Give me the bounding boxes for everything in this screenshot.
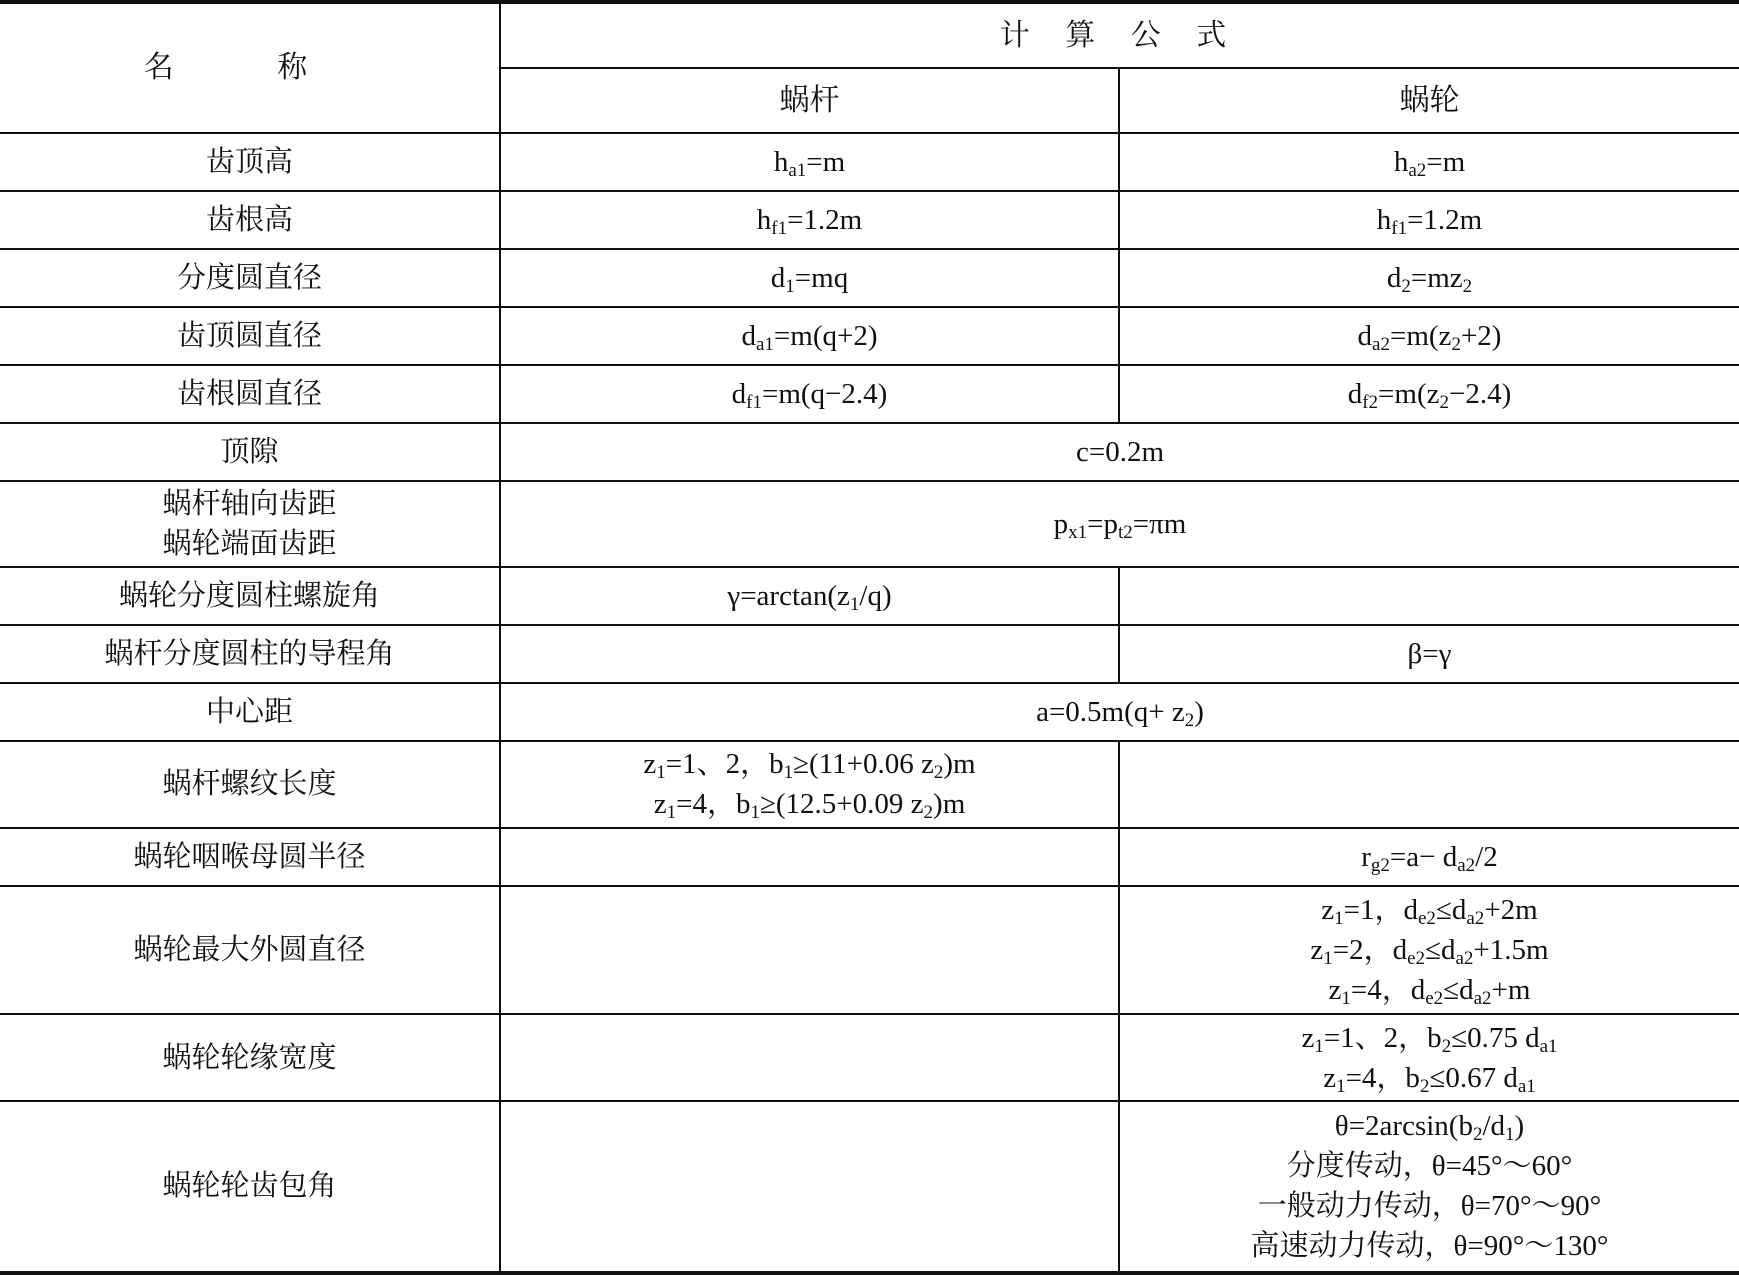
formula-line bbox=[1124, 258, 1735, 298]
row-name-cell bbox=[0, 133, 500, 191]
row-name-label: 齿根高 bbox=[205, 203, 293, 236]
table-row bbox=[0, 365, 1739, 423]
formula-text: z bbox=[1310, 934, 1324, 967]
formula-text: =m bbox=[806, 145, 846, 178]
row-name-label: 分度圆直径 bbox=[176, 261, 322, 294]
formula-text: c=0.2m bbox=[1075, 435, 1165, 468]
formula-line bbox=[505, 504, 1735, 544]
formula-text: =m(z bbox=[1389, 319, 1452, 352]
formula-text: γ=arctan(z bbox=[727, 580, 850, 613]
formula-subscript: f2 bbox=[1362, 391, 1379, 413]
table-row bbox=[0, 191, 1739, 249]
formula-text: =m bbox=[1426, 145, 1466, 178]
formula-text: =4，b bbox=[1345, 1061, 1420, 1094]
worm-formula-cell bbox=[500, 1101, 1119, 1273]
formula-text: =1、2，b bbox=[1323, 1021, 1442, 1054]
formula-text: z bbox=[1321, 894, 1335, 927]
worm-formula-cell bbox=[500, 365, 1119, 423]
formula-text: =4，d bbox=[1350, 974, 1426, 1007]
formula-subscript: 1 bbox=[1334, 908, 1344, 930]
table-row bbox=[0, 625, 1739, 683]
formula-subscript: f1 bbox=[746, 391, 762, 413]
formula-subscript: a2 bbox=[1457, 854, 1476, 876]
row-name-cell bbox=[0, 886, 500, 1015]
wheel-formula-cell bbox=[1119, 133, 1739, 191]
formula-subscript: 2 bbox=[1401, 275, 1411, 297]
formula-subscript: e2 bbox=[1407, 948, 1426, 970]
formula-text: ) bbox=[1194, 696, 1204, 729]
formula-text: a=0.5m(q+ z bbox=[1036, 696, 1185, 729]
formula-text: =1、2，b bbox=[665, 748, 784, 781]
formula-subscript: 2 bbox=[1441, 1035, 1452, 1057]
formula-text: =mz bbox=[1410, 261, 1463, 294]
formula-subscript: f1 bbox=[1391, 217, 1408, 239]
formula-line bbox=[505, 142, 1114, 182]
formula-text: ≤d bbox=[1435, 894, 1467, 927]
formula-line bbox=[1124, 634, 1735, 674]
formula-text: +2m bbox=[1484, 894, 1538, 927]
header-formula-group: 计 算 公 式 bbox=[500, 2, 1739, 68]
row-name-cell bbox=[0, 481, 500, 567]
formula-text: z bbox=[1301, 1021, 1315, 1054]
row-name-cell bbox=[0, 249, 500, 307]
shared-formula-cell bbox=[500, 423, 1739, 481]
wheel-formula-cell bbox=[1119, 625, 1739, 683]
wheel-formula-cell bbox=[1119, 567, 1739, 625]
shared-formula-cell bbox=[500, 481, 1739, 567]
formula-text: 高速动力传动，θ=90°～130° bbox=[1250, 1230, 1609, 1263]
formula-text: p bbox=[1053, 508, 1069, 540]
row-name-cell bbox=[0, 307, 500, 365]
header-worm: 蜗杆 bbox=[500, 68, 1119, 132]
formula-subscript: 1 bbox=[750, 802, 760, 824]
worm-formula-cell bbox=[500, 741, 1119, 827]
formula-text: r bbox=[1361, 840, 1371, 873]
row-name-label: 蜗轮端面齿距 bbox=[162, 528, 337, 560]
formula-text: h bbox=[1376, 203, 1392, 236]
formula-subscript: 2 bbox=[1462, 275, 1473, 297]
formula-text: z bbox=[653, 788, 667, 821]
row-name-cell bbox=[0, 365, 500, 423]
formula-subscript: a2 bbox=[1466, 908, 1485, 930]
formula-line bbox=[1124, 970, 1735, 1010]
worm-formula-cell bbox=[500, 191, 1119, 249]
header-wheel: 蜗轮 bbox=[1119, 68, 1739, 132]
wheel-formula-cell bbox=[1119, 828, 1739, 886]
formula-line bbox=[505, 744, 1114, 784]
formula-text: =2，d bbox=[1332, 934, 1408, 967]
table-row bbox=[0, 307, 1739, 365]
formula-subscript: a2 bbox=[1473, 988, 1492, 1010]
wheel-formula-cell bbox=[1119, 741, 1739, 827]
formula-line bbox=[1124, 200, 1735, 240]
row-name-label: 蜗轮分度圆柱螺旋角 bbox=[118, 580, 380, 613]
formula-text: ≤d bbox=[1443, 974, 1474, 1007]
formula-text: )m bbox=[943, 748, 976, 781]
worm-formula-cell bbox=[500, 828, 1119, 886]
formula-subscript: 1 bbox=[785, 275, 795, 297]
formula-text: =1.2m bbox=[1407, 203, 1483, 236]
formula-text: =m(z bbox=[1378, 377, 1440, 410]
worm-formula-cell bbox=[500, 133, 1119, 191]
formula-text: =a− d bbox=[1389, 840, 1458, 873]
formula-text: ≤0.75 d bbox=[1451, 1021, 1540, 1054]
formula-text: θ=2arcsin(b bbox=[1334, 1110, 1473, 1143]
row-name-cell bbox=[0, 625, 500, 683]
worm-formula-cell bbox=[500, 249, 1119, 307]
row-name-label: 顶隙 bbox=[220, 435, 279, 468]
formula-subscript: 2 bbox=[923, 802, 934, 824]
header-name-column: 名 称 bbox=[0, 2, 500, 133]
worm-formula-cell bbox=[500, 625, 1119, 683]
formula-text: 分度传动，θ=45°～60° bbox=[1286, 1150, 1573, 1183]
wheel-formula-cell bbox=[1119, 191, 1739, 249]
formula-subscript: a2 bbox=[1372, 333, 1390, 355]
formula-line bbox=[1124, 1226, 1735, 1266]
table-row bbox=[0, 249, 1739, 307]
formula-text: ≤d bbox=[1425, 934, 1456, 967]
header-row-1 bbox=[0, 2, 1739, 68]
row-name-cell bbox=[0, 567, 500, 625]
table-row bbox=[0, 423, 1739, 481]
row-name-label: 中心距 bbox=[205, 696, 293, 729]
formula-line bbox=[505, 316, 1114, 356]
formula-subscript: 2 bbox=[933, 762, 944, 784]
wheel-formula-cell bbox=[1119, 1101, 1739, 1273]
formula-line bbox=[1124, 1186, 1735, 1226]
row-name-cell bbox=[0, 741, 500, 827]
formula-line bbox=[505, 258, 1114, 298]
row-name-label: 蜗轮咽喉母圆半径 bbox=[133, 840, 366, 873]
formula-line bbox=[1124, 1106, 1735, 1146]
formula-text: d bbox=[731, 377, 747, 410]
formula-text: /2 bbox=[1475, 840, 1498, 873]
table-row bbox=[0, 481, 1739, 567]
formula-text: d bbox=[770, 261, 786, 294]
formula-text: d bbox=[1357, 319, 1373, 352]
row-name-cell bbox=[0, 191, 500, 249]
table-row bbox=[0, 1014, 1739, 1100]
table-row bbox=[0, 133, 1739, 191]
wheel-formula-cell bbox=[1119, 1014, 1739, 1100]
table-row bbox=[0, 741, 1739, 827]
worm-formula-cell bbox=[500, 307, 1119, 365]
formula-subscript: a1 bbox=[755, 333, 774, 355]
formula-text: =1.2m bbox=[787, 203, 863, 236]
formula-text: )m bbox=[933, 788, 966, 821]
formula-text: z bbox=[643, 748, 657, 781]
formula-subscript: 1 bbox=[1323, 948, 1333, 970]
table-row bbox=[0, 886, 1739, 1015]
formula-subscript: a1 bbox=[1539, 1035, 1558, 1057]
formula-text: d bbox=[741, 319, 756, 352]
formula-text: =1，d bbox=[1343, 894, 1418, 927]
formula-text: ) bbox=[1514, 1110, 1525, 1143]
formula-line bbox=[1124, 890, 1735, 930]
formula-text: +1.5m bbox=[1473, 934, 1549, 967]
formula-subscript: 2 bbox=[1419, 1075, 1430, 1097]
formula-text: 一般动力传动，θ=70°～90° bbox=[1257, 1190, 1602, 1223]
formula-text: =p bbox=[1087, 508, 1118, 540]
formula-subscript: a1 bbox=[1517, 1075, 1536, 1097]
formula-text: ≥(12.5+0.09 z bbox=[759, 788, 924, 821]
formula-subscript: f1 bbox=[771, 217, 788, 239]
row-name-cell bbox=[0, 423, 500, 481]
formula-text: =mq bbox=[794, 261, 849, 294]
formula-subscript: a1 bbox=[788, 159, 807, 181]
formula-line bbox=[505, 200, 1114, 240]
formula-line bbox=[1124, 837, 1735, 877]
wheel-formula-cell bbox=[1119, 249, 1739, 307]
formula-subscript: 2 bbox=[1472, 1124, 1483, 1146]
row-name-label: 齿顶高 bbox=[205, 145, 293, 178]
formula-subscript: x1 bbox=[1068, 522, 1088, 543]
formula-subscript: e2 bbox=[1425, 988, 1444, 1010]
formula-subscript: a2 bbox=[1455, 948, 1474, 970]
formula-text: d bbox=[1347, 377, 1363, 410]
row-name-label: 蜗轮轮齿包角 bbox=[162, 1170, 337, 1203]
formula-text: h bbox=[756, 203, 772, 236]
formula-text: +m bbox=[1491, 974, 1531, 1007]
wheel-formula-cell bbox=[1119, 365, 1739, 423]
formula-text: =m(q+2) bbox=[773, 319, 878, 352]
table-row bbox=[0, 828, 1739, 886]
formula-subscript: 1 bbox=[849, 594, 860, 616]
formula-subscript: 2 bbox=[1451, 333, 1461, 355]
formula-subscript: 2 bbox=[1439, 391, 1449, 413]
formula-subscript: 1 bbox=[1336, 1075, 1346, 1097]
formula-text: β=γ bbox=[1407, 638, 1452, 671]
formula-subscript: 1 bbox=[666, 802, 677, 824]
formula-subscript: a2 bbox=[1408, 159, 1427, 181]
formula-line bbox=[1124, 930, 1735, 970]
shared-formula-cell bbox=[500, 683, 1739, 741]
formula-text: d bbox=[1386, 261, 1402, 294]
formula-line bbox=[505, 784, 1114, 824]
row-name-label: 齿根圆直径 bbox=[176, 377, 322, 410]
formula-line bbox=[505, 374, 1114, 414]
formula-line bbox=[1124, 316, 1735, 356]
formula-subscript: t2 bbox=[1118, 522, 1133, 543]
formula-line bbox=[1124, 374, 1735, 414]
formula-text: z bbox=[1323, 1061, 1337, 1094]
formula-text: =m(q−2.4) bbox=[761, 377, 888, 410]
row-name-cell bbox=[0, 828, 500, 886]
formula-line bbox=[505, 576, 1114, 616]
formula-text: ≤0.67 d bbox=[1429, 1061, 1518, 1094]
worm-formula-cell bbox=[500, 567, 1119, 625]
table-row bbox=[0, 1101, 1739, 1273]
formula-subscript: 2 bbox=[1184, 710, 1195, 732]
formula-text: /q) bbox=[859, 580, 892, 613]
formula-subscript: 1 bbox=[656, 762, 666, 784]
row-name-cell bbox=[0, 683, 500, 741]
formula-line bbox=[505, 432, 1735, 472]
formula-text: /d bbox=[1482, 1110, 1506, 1143]
formula-subscript: g2 bbox=[1370, 854, 1390, 876]
wheel-formula-cell bbox=[1119, 307, 1739, 365]
table-row bbox=[0, 567, 1739, 625]
wheel-formula-cell bbox=[1119, 886, 1739, 1015]
formula-text: =πm bbox=[1132, 508, 1187, 540]
formula-text: ≥(11+0.06 z bbox=[793, 748, 934, 781]
formula-text: −2.4) bbox=[1449, 377, 1512, 410]
formula-text: z bbox=[1328, 974, 1342, 1007]
formula-text: =4，b bbox=[676, 788, 751, 821]
row-name-cell bbox=[0, 1101, 500, 1273]
formula-line bbox=[1124, 1018, 1735, 1058]
formula-text: h bbox=[773, 145, 789, 178]
formula-text: +2) bbox=[1460, 319, 1502, 352]
formula-subscript: 1 bbox=[1314, 1035, 1324, 1057]
formula-line bbox=[1124, 142, 1735, 182]
row-name-label: 蜗杆轴向齿距 bbox=[162, 488, 337, 520]
formula-subscript: 1 bbox=[783, 762, 794, 784]
formula-line bbox=[505, 692, 1735, 732]
formula-line bbox=[1124, 1058, 1735, 1098]
row-name-cell bbox=[0, 1014, 500, 1100]
worm-formula-cell bbox=[500, 1014, 1119, 1100]
formula-subscript: 1 bbox=[1505, 1124, 1515, 1146]
row-name-label: 蜗杆分度圆柱的导程角 bbox=[104, 638, 395, 671]
row-name-label: 蜗轮最大外圆直径 bbox=[133, 934, 366, 967]
formula-subscript: e2 bbox=[1418, 908, 1436, 930]
formula-text: h bbox=[1393, 145, 1409, 178]
formula-line bbox=[1124, 1146, 1735, 1186]
row-name-label: 蜗杆螺纹长度 bbox=[162, 768, 337, 801]
formula-subscript: 1 bbox=[1341, 988, 1351, 1010]
row-name-label: 齿顶圆直径 bbox=[176, 319, 322, 352]
table-row bbox=[0, 683, 1739, 741]
worm-formula-cell bbox=[500, 886, 1119, 1015]
row-name-label: 蜗轮轮缘宽度 bbox=[162, 1041, 337, 1074]
